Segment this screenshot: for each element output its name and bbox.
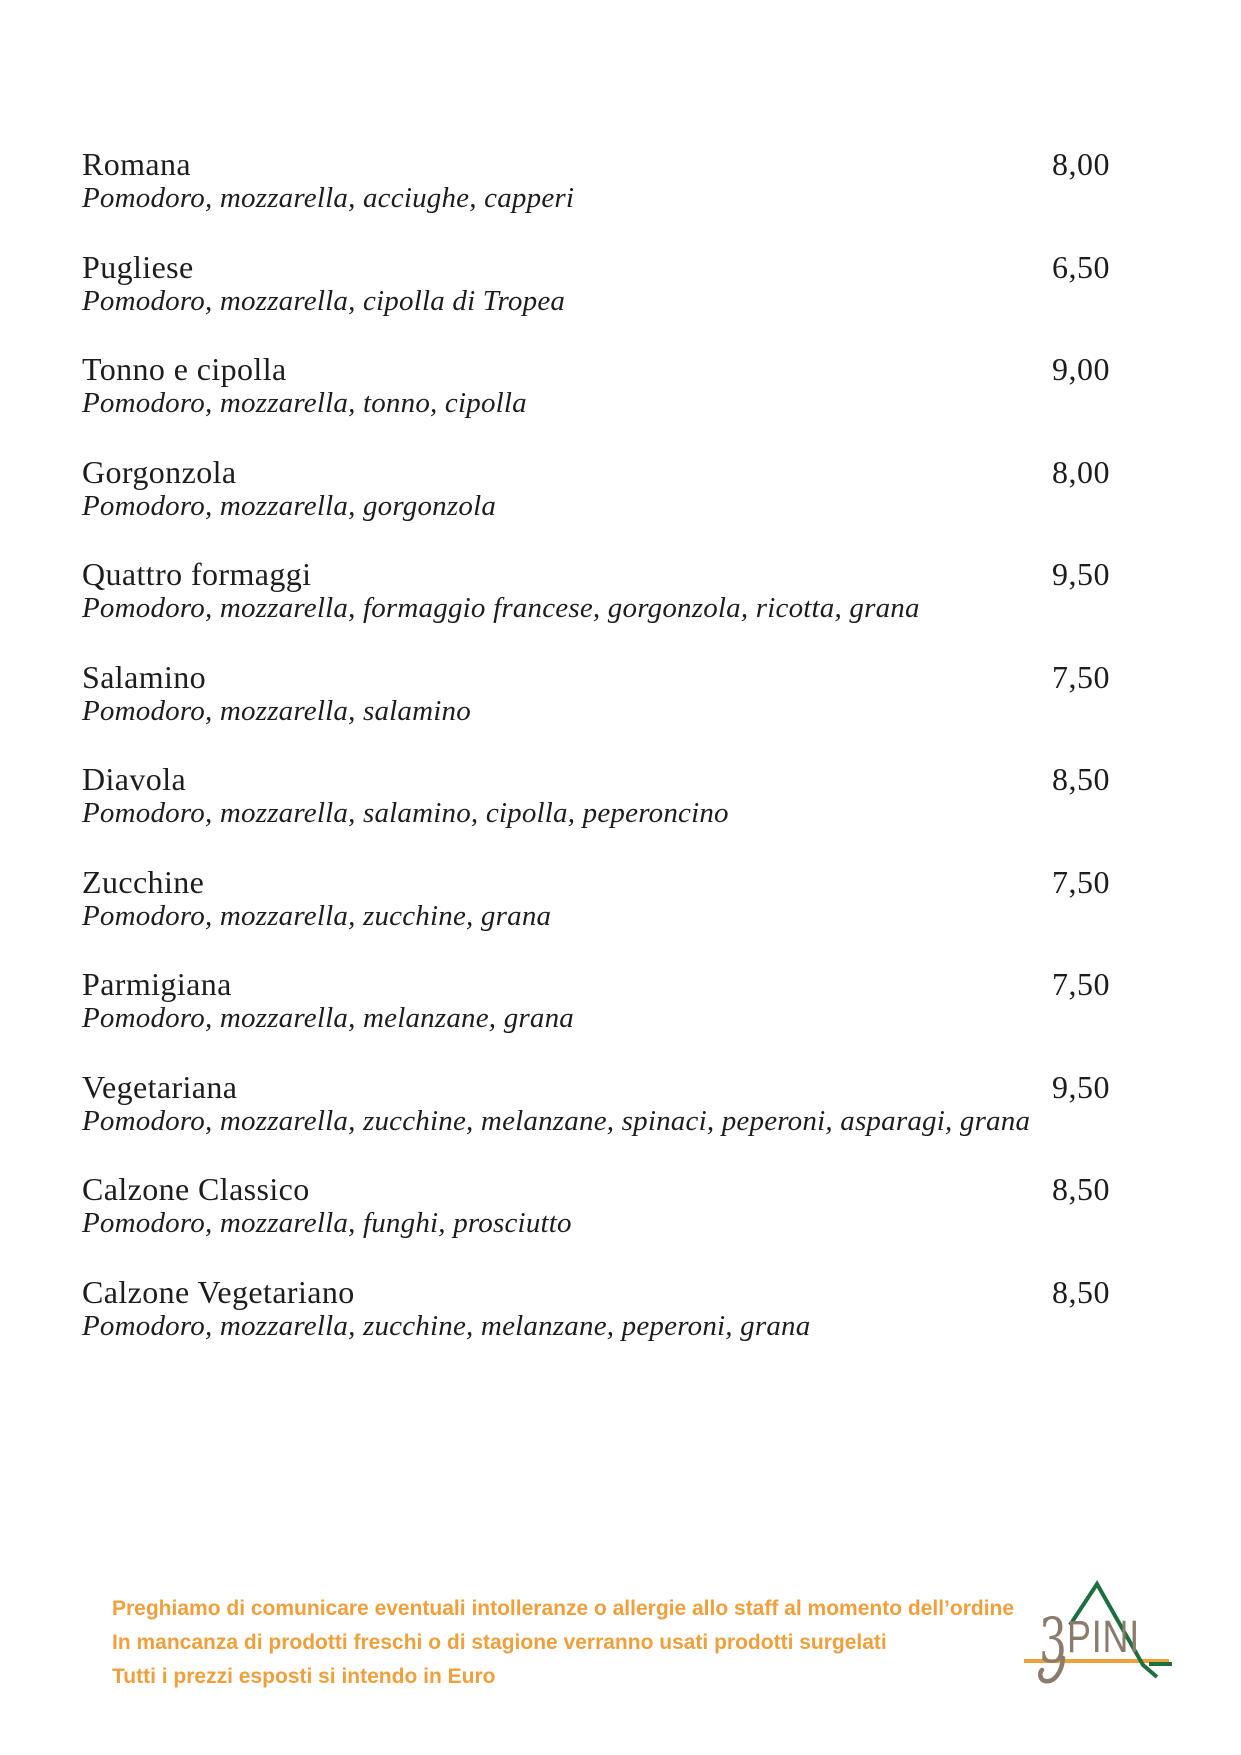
menu-item-name: Romana bbox=[82, 146, 192, 182]
menu-item-description: Pomodoro, mozzarella, zucchine, grana bbox=[82, 899, 552, 932]
menu-item-price: 9,00 bbox=[1052, 351, 1110, 387]
footer-note: Tutti i prezzi esposti si intendo in Euro bbox=[112, 1665, 496, 1688]
menu-item-header-row bbox=[82, 1069, 1110, 1105]
menu-item-price: 9,50 bbox=[1052, 556, 1110, 592]
menu-item bbox=[82, 351, 1110, 419]
menu-item bbox=[82, 556, 1110, 624]
menu-item bbox=[82, 454, 1110, 522]
menu-item bbox=[82, 1274, 1110, 1342]
menu-item-price: 8,50 bbox=[1052, 761, 1110, 797]
menu-item-header-row bbox=[82, 146, 1110, 182]
menu-item-header-row bbox=[82, 761, 1110, 797]
menu-item-header-row bbox=[82, 864, 1110, 900]
menu-item-header-row bbox=[82, 966, 1110, 1002]
menu-item-header-row bbox=[82, 454, 1110, 490]
menu-item bbox=[82, 659, 1110, 727]
menu-item-header-row bbox=[82, 659, 1110, 695]
menu-item bbox=[82, 966, 1110, 1034]
pizza-menu-list bbox=[82, 146, 1110, 1376]
menu-item-description: Pomodoro, mozzarella, acciughe, capperi bbox=[82, 182, 575, 214]
menu-item bbox=[82, 1171, 1110, 1239]
menu-item-description: Pomodoro, mozzarella, zucchine, melanzane, peperoni, grana bbox=[82, 1309, 811, 1342]
menu-item-price: 8,50 bbox=[1052, 1273, 1110, 1310]
menu-item-description: Pomodoro, mozzarella, zucchine, melanzane, spinaci, peperoni, asparagi, grana bbox=[82, 1104, 1031, 1137]
menu-item bbox=[82, 249, 1110, 317]
menu-item-header-row bbox=[82, 249, 1110, 285]
menu-item-name: Parmigiana bbox=[82, 966, 232, 1002]
menu-item-description: Pomodoro, mozzarella, salamino bbox=[82, 694, 471, 727]
menu-item-header-row bbox=[82, 556, 1110, 592]
menu-item-description: Pomodoro, mozzarella, gorgonzola bbox=[82, 489, 497, 522]
menu-item bbox=[82, 864, 1110, 932]
menu-item-header-row bbox=[82, 1274, 1110, 1310]
menu-item-price: 7,50 bbox=[1052, 658, 1110, 695]
3pini-logo-icon bbox=[1018, 1572, 1178, 1697]
menu-item-description: Pomodoro, mozzarella, formaggio francese, gorgonzola, ricotta, grana bbox=[82, 592, 920, 624]
menu-item-description: Pomodoro, mozzarella, funghi, prosciutto bbox=[82, 1207, 572, 1239]
menu-item-name: Quattro formaggi bbox=[82, 556, 312, 592]
menu-item-description: Pomodoro, mozzarella, cipolla di Tropea bbox=[82, 284, 566, 317]
menu-item-price: 8,00 bbox=[1052, 453, 1110, 490]
menu-item bbox=[82, 1069, 1110, 1137]
menu-item-price: 6,50 bbox=[1052, 248, 1110, 285]
menu-item-name: Vegetariana bbox=[82, 1068, 238, 1105]
menu-item-name: Zucchine bbox=[82, 863, 205, 900]
menu-item-price: 7,50 bbox=[1052, 863, 1110, 900]
menu-item bbox=[82, 146, 1110, 214]
menu-item-name: Diavola bbox=[82, 761, 187, 797]
menu-item-price: 7,50 bbox=[1052, 966, 1110, 1002]
menu-item-name: Tonno e cipolla bbox=[82, 351, 287, 387]
menu-item-price: 9,50 bbox=[1052, 1068, 1110, 1105]
menu-item-header-row bbox=[82, 351, 1110, 387]
footer-notes bbox=[112, 1592, 1014, 1694]
logo-3-glyph: 3 bbox=[1039, 1604, 1067, 1677]
menu-item-price: 8,50 bbox=[1052, 1171, 1110, 1207]
restaurant-logo bbox=[1018, 1572, 1178, 1697]
menu-item-price: 8,00 bbox=[1052, 146, 1110, 182]
footer-note: In mancanza di prodotti freschi o di stagione verranno usati prodotti surgelati bbox=[112, 1631, 887, 1654]
menu-item-name: Calzone Vegetariano bbox=[82, 1273, 355, 1310]
menu-item-description: Pomodoro, mozzarella, melanzane, grana bbox=[82, 1002, 574, 1034]
menu-item-name: Salamino bbox=[82, 658, 207, 695]
menu-item-name: Calzone Classico bbox=[82, 1171, 310, 1207]
menu-item-name: Gorgonzola bbox=[82, 453, 237, 490]
menu-item-name: Pugliese bbox=[82, 248, 194, 285]
menu-item-header-row bbox=[82, 1171, 1110, 1207]
menu-item-description: Pomodoro, mozzarella, tonno, cipolla bbox=[82, 387, 527, 419]
footer-note: Preghiamo di comunicare eventuali intolleranze o allergie allo staff al momento dell’ordine bbox=[112, 1597, 1015, 1620]
logo-brand-text: PINI bbox=[1067, 1611, 1140, 1662]
menu-item-description: Pomodoro, mozzarella, salamino, cipolla, peperoncino bbox=[82, 797, 729, 829]
menu-item bbox=[82, 761, 1110, 829]
